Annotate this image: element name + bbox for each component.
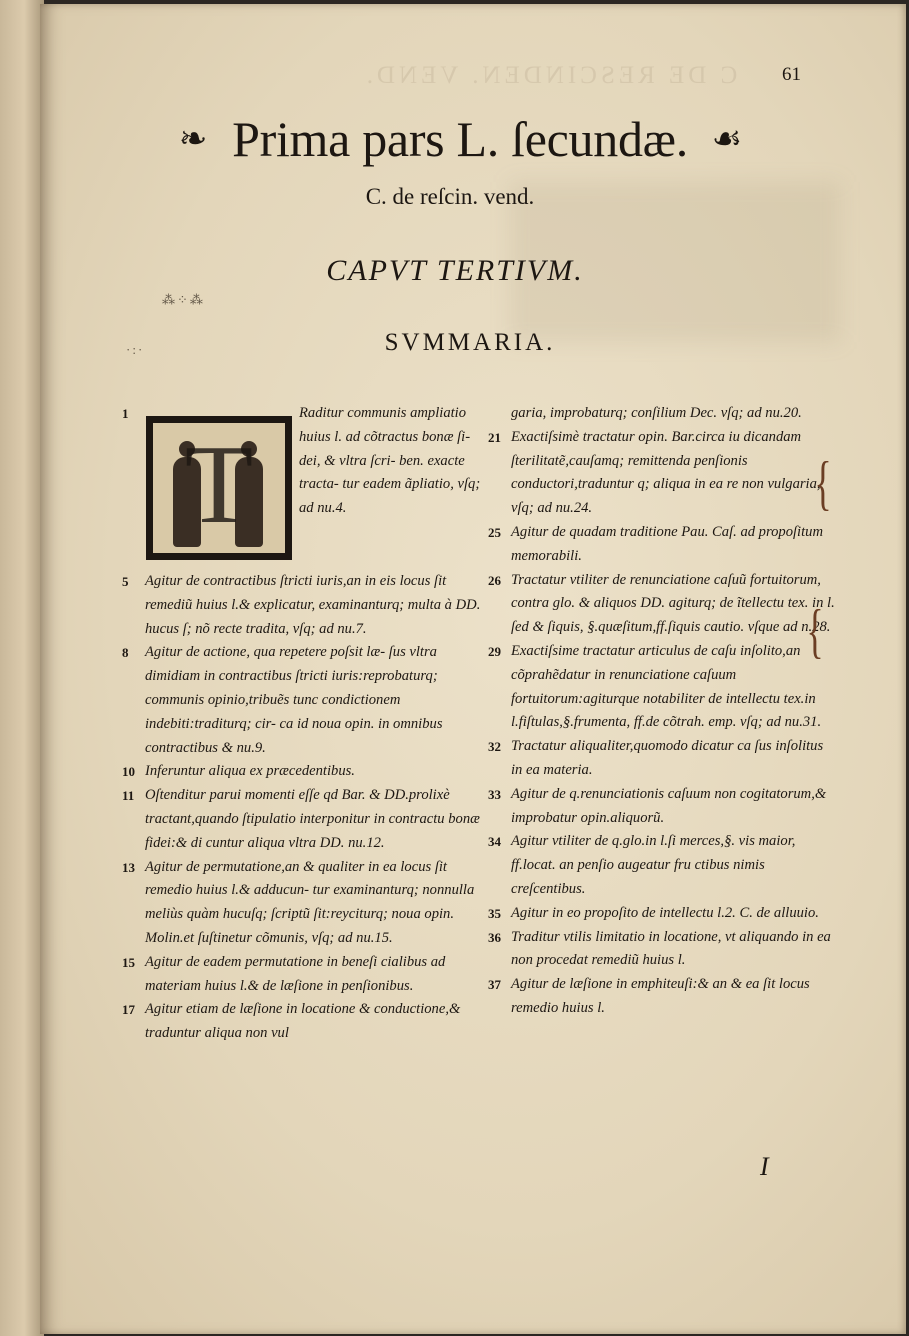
- page-subtitle: C. de reſcin. vend.: [365, 184, 535, 209]
- entry-text: Agitur vtiliter de q.glo.in l.ſi merces,§. vis maior, ff.locat. an penſio augeatur fru ctibus nimis creſcentibus.: [511, 833, 796, 897]
- summary-column-right: [488, 402, 836, 1021]
- title-row: [135, 104, 785, 174]
- entry-text: Tractatur vtiliter de renunciatione caſuũ fortuitorum, contra glo. & aliquos DD. agiturq; de ĩtellectu tex. in l. ſed & ſiquis, §.quæſitum,ff.ſiquis cautio. vſque ad n.28.: [511, 571, 835, 636]
- entry-text: Agitur in eo propoſito de intellectu l.2. C. de alluuio.: [511, 904, 819, 921]
- summary-entry: [122, 570, 494, 641]
- summary-entry: [122, 760, 494, 784]
- summary-entry: [488, 926, 836, 974]
- entry-text: Agitur de læſione in emphiteuſi:& an & ea ſit locus remedio huius l.: [511, 976, 810, 1016]
- entry-number: 17: [122, 1002, 135, 1018]
- entry-number: 32: [488, 739, 501, 755]
- catchword: I: [760, 1152, 769, 1181]
- summary-entry: [488, 783, 836, 831]
- entry-text: Oſtenditur parui momenti eſſe qd Bar. & DD.prolixè tractant,quando ſtipulatio interponitur in contractu bonæ fidei:& di cuntur aliqua vltra DD. nu.12.: [145, 787, 480, 851]
- summary-entry: [488, 735, 836, 783]
- summary-entry: [122, 856, 494, 951]
- entry-text: Agitur de permutatione,an & qualiter in ea locus ſit remedio huius l.& adducun- tur examinanturq; nonnulla meliùs quàm hucuſq; ſcriptũ ſit:reyciturq; noua opin. Molin.et ſuſtinetur cõmunis, vſq; ad nu.15.: [145, 858, 475, 946]
- summary-entry: [122, 998, 494, 1046]
- bleed-through-text: C DE RESCINDEN. VEND.: [362, 62, 738, 89]
- entry-text: Agitur de contractibus ſtricti iuris,an in eis locus ſit remediũ huius l.& explicatur, examinanturq; multa à DD. hucus ſ; nõ recte tradita, vſq; ad nu.7.: [145, 573, 481, 637]
- entry-number: 8: [122, 645, 129, 661]
- ink-smudge: ⁂⁘⁂: [162, 292, 205, 307]
- entry-text: Agitur de eadem permutatione in beneſi cialibus ad materiam huius l.& de læſione in penſionibus.: [145, 953, 446, 994]
- initial-letter: T: [184, 423, 254, 547]
- entry-text: Exactiſsimè tractatur opin. Bar.circa iu dicandam ſterilitatẽ,cauſamq; remittenda penſionis conductori,traduntur q; aliqua in ea re non vulgaria, vſq; ad nu.24.: [511, 428, 821, 517]
- entry-number: 21: [488, 429, 501, 445]
- entry-text: Traditur vtilis limitatio in locatione, vt aliquando in ea non procedat remediũ huius l.: [511, 928, 831, 969]
- margin-bracket-annotation: {: [814, 450, 832, 516]
- summary-entry: [488, 569, 836, 640]
- margin-bracket-annotation: {: [806, 598, 824, 664]
- entry-number: 13: [122, 859, 135, 875]
- page-title: Prima pars L. ſecundæ.: [232, 111, 688, 167]
- summary-entry: [122, 641, 494, 760]
- summary-entry-continued: [488, 402, 836, 426]
- left-fleuron-icon: ❧: [178, 121, 208, 158]
- entry-number: 26: [488, 572, 501, 588]
- summary-entry: [488, 830, 836, 901]
- summary-entry: [488, 973, 836, 1021]
- entry-number: 15: [122, 954, 135, 970]
- section-heading: SVMMARIA.: [384, 329, 556, 356]
- entry-text: Raditur communis ampliatio huius l. ad cõtractus bonæ ſi- dei, & vltra ſcri- ben. exacte tracta- tur eadem ãpliatio, vſq; ad nu.4.: [299, 405, 481, 517]
- entry-number: 34: [488, 834, 501, 850]
- entry-text: Agitur de quadam traditione Pau. Caſ. ad propoſitum memorabili.: [511, 523, 824, 564]
- entry-number: 29: [488, 643, 501, 659]
- entry-number: 33: [488, 786, 501, 802]
- entry-number: 5: [122, 574, 129, 589]
- entry-text: Tractatur aliqualiter,quomodo dicatur ca ſus inſolitus in ea materia.: [511, 738, 824, 778]
- entry-number: 35: [488, 905, 501, 921]
- entry-number: 25: [488, 524, 501, 540]
- ink-smudge: ·:·: [126, 342, 145, 357]
- entry-text: garia, improbaturq; conſilium Dec. vſq; ad nu.20.: [511, 405, 802, 421]
- chapter-heading: CAPVT TERTIVM.: [326, 254, 584, 287]
- entry-number: 37: [488, 977, 501, 993]
- entry-number: 11: [122, 788, 135, 804]
- previous-page-edge: [0, 0, 44, 1336]
- summary-entry: [488, 426, 836, 521]
- summary-entry: [122, 951, 494, 999]
- entry-text: Agitur etiam de læſione in locatione & conductione,& traduntur aliqua non vul: [145, 1001, 461, 1042]
- summary-entry: [122, 402, 494, 570]
- page-number: 61: [782, 64, 801, 85]
- entry-number: 10: [122, 764, 135, 780]
- summary-entry: [488, 640, 836, 735]
- summary-entry: [488, 902, 836, 926]
- decorated-initial: [146, 416, 292, 560]
- entry-text: Exactiſsime tractatur articulus de caſu inſolito,an cõprahẽdatur in renunciatione caſuum fortuitorum:agiturque notabiliter de intellectu tex.in l.fiſtulas,§.frumenta, ff.de cõtrah. emp. vſq; ad nu.31.: [511, 642, 822, 731]
- book-page: [40, 4, 906, 1334]
- entry-text: Agitur de actione, qua repetere poſsit læ- ſus vltra dimidiam in contractibus ſtricti iuris:reprobaturq; communis opinio,tribuẽs tunc condictionem indebiti:traditurq; cir- ca id noua opin. in omnibus contractibus & nu.9.: [145, 644, 443, 756]
- entry-text: Agitur de q.renunciationis caſuum non cogitatorum,& improbatur opin.aliquorũ.: [511, 785, 827, 826]
- entry-number: 1: [122, 406, 129, 421]
- entry-text: Inferuntur aliqua ex præcedentibus.: [145, 763, 355, 780]
- right-fleuron-icon: ☙: [711, 121, 743, 158]
- entry-number: 36: [488, 929, 501, 945]
- summary-column-left: [122, 402, 494, 1046]
- summary-entry: [488, 521, 836, 569]
- summary-entry: [122, 784, 494, 855]
